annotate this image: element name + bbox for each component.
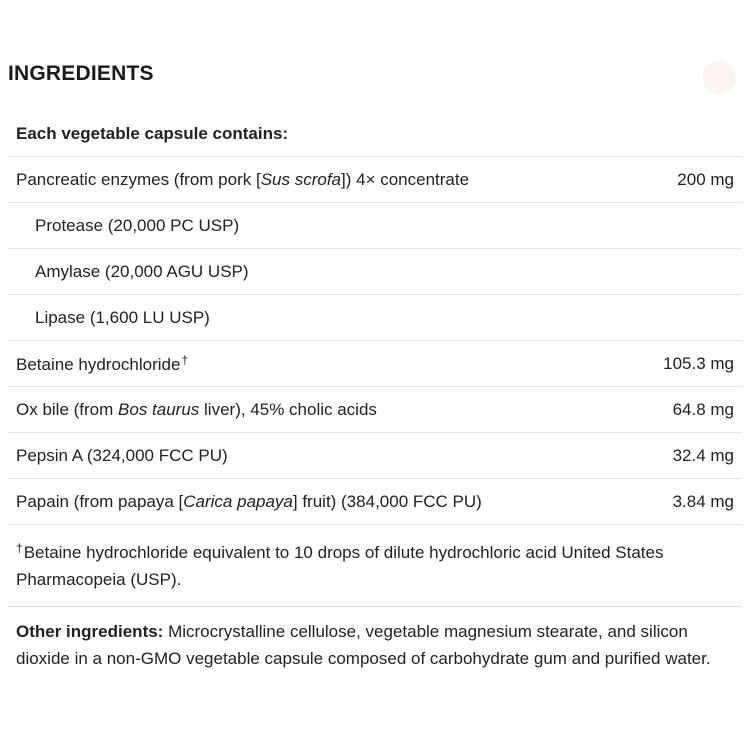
other-ingredients bbox=[8, 607, 742, 672]
ingredient-name bbox=[16, 492, 482, 512]
name-text: Betaine hydrochloride bbox=[16, 354, 181, 374]
table-row bbox=[8, 157, 742, 203]
name-text: Pancreatic enzymes (from pork [ bbox=[16, 169, 261, 189]
latin-name: Carica papaya bbox=[183, 491, 293, 511]
table-row bbox=[8, 203, 742, 249]
ingredients-panel bbox=[8, 112, 742, 672]
footnote-marker: † bbox=[181, 352, 189, 367]
latin-name: Sus scrofa bbox=[260, 169, 342, 189]
name-text: Papain (from papaya [ bbox=[16, 491, 184, 511]
table-row bbox=[8, 341, 742, 387]
ingredient-name bbox=[16, 353, 188, 375]
table-caption: Each vegetable capsule contains: bbox=[8, 112, 742, 157]
footnote bbox=[8, 525, 742, 607]
table-row bbox=[8, 295, 742, 341]
other-ingredients-text: Microcrystalline cellulose, vegetable magnesium stearate, and silicon dioxide in a non-GMO vegetable capsule composed of carbohydrate gum and purified water. bbox=[16, 622, 711, 668]
table-row bbox=[8, 433, 742, 479]
ingredient-amount: 200 mg bbox=[677, 169, 734, 189]
ingredient-name: Protease (20,000 PC USP) bbox=[35, 215, 240, 235]
decorative-circle bbox=[702, 60, 736, 94]
ingredient-amount: 3.84 mg bbox=[672, 491, 734, 511]
ingredient-name: Amylase (20,000 AGU USP) bbox=[35, 261, 249, 281]
ingredient-name: Lipase (1,600 LU USP) bbox=[35, 307, 210, 327]
name-text: ] fruit) (384,000 FCC PU) bbox=[292, 491, 482, 511]
name-text: Ox bile (from bbox=[16, 399, 119, 419]
footnote-text: Betaine hydrochloride equivalent to 10 drops of dilute hydrochloric acid United States Pharmacopeia (USP). bbox=[16, 543, 664, 589]
ingredient-name: Pepsin A (324,000 FCC PU) bbox=[16, 445, 228, 465]
name-text: liver), 45% cholic acids bbox=[199, 399, 377, 419]
ingredient-amount: 64.8 mg bbox=[672, 399, 734, 419]
table-row bbox=[8, 387, 742, 433]
table-row bbox=[8, 249, 742, 295]
section-heading: INGREDIENTS bbox=[8, 62, 154, 85]
latin-name: Bos taurus bbox=[118, 399, 200, 419]
ingredient-amount: 32.4 mg bbox=[672, 445, 734, 465]
footnote-marker: † bbox=[16, 541, 23, 555]
ingredient-name bbox=[16, 400, 377, 420]
name-text: ]) 4× concentrate bbox=[341, 169, 470, 189]
ingredient-amount: 105.3 mg bbox=[663, 353, 734, 373]
table-row bbox=[8, 479, 742, 525]
other-ingredients-label: Other ingredients: bbox=[16, 622, 164, 641]
ingredient-name bbox=[16, 170, 469, 190]
